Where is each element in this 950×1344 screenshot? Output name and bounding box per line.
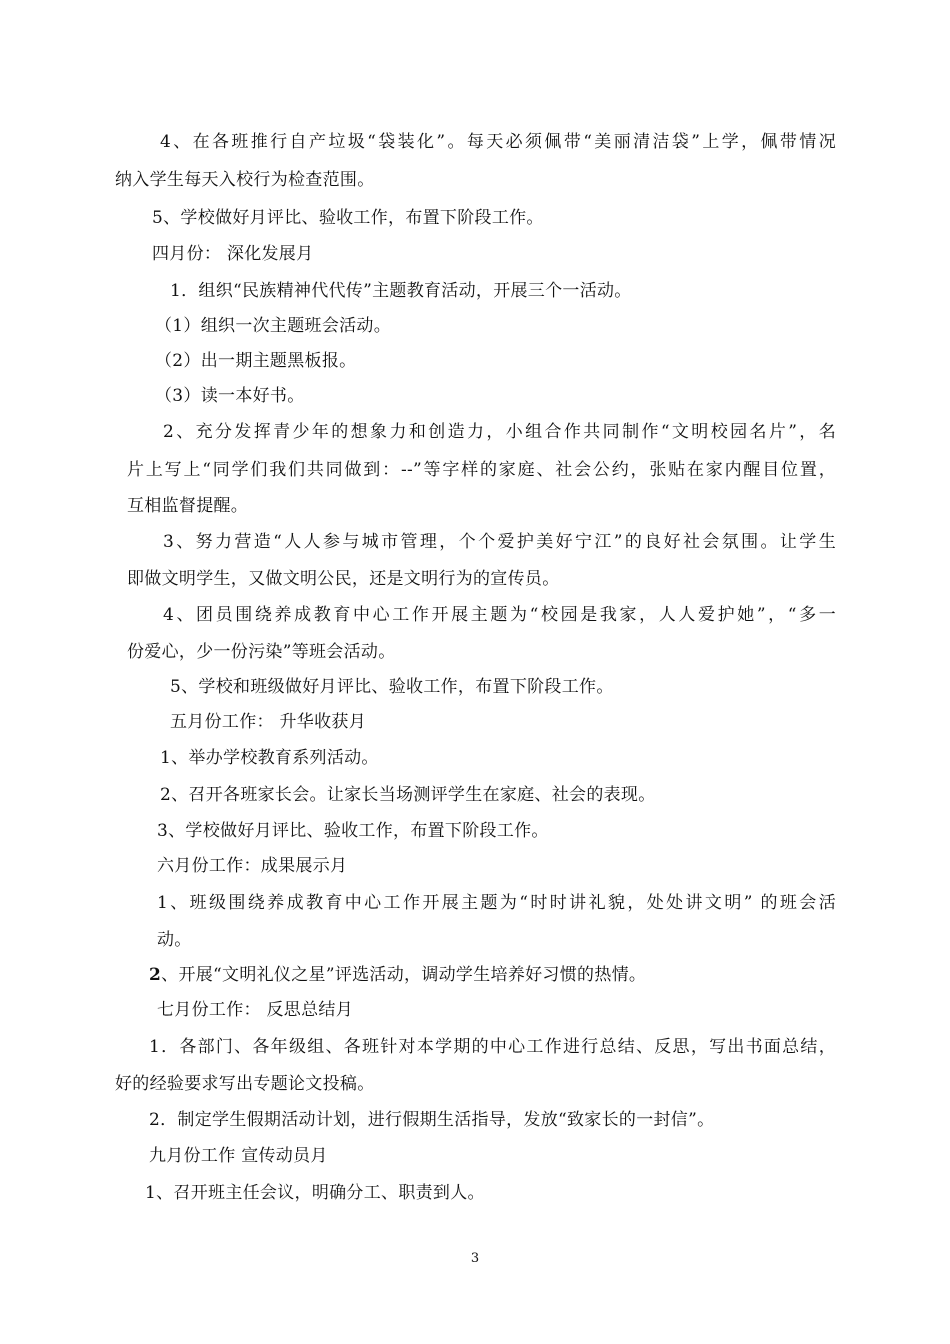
section-heading-june: 六月份工作：成果展示月 bbox=[157, 856, 348, 876]
paragraph-line: 互相监督提醒。 bbox=[127, 496, 249, 516]
list-item: （1）组织一次主题班会活动。 bbox=[155, 316, 392, 336]
page-number: 3 bbox=[470, 1251, 480, 1266]
paragraph-line: 5、学校和班级做好月评比、验收工作，布置下阶段工作。 bbox=[170, 677, 614, 697]
list-item: 2、召开各班家长会。让家长当场测评学生在家庭、社会的表现。 bbox=[160, 785, 656, 805]
list-item: 3、学校做好月评比、验收工作，布置下阶段工作。 bbox=[157, 821, 549, 841]
list-item: 1、举办学校教育系列活动。 bbox=[160, 748, 379, 768]
paragraph-line: 2．制定学生假期活动计划，进行假期生活指导，发放“致家长的一封信”。 bbox=[149, 1110, 715, 1130]
paragraph-line: 份爱心，少一份污染”等班会活动。 bbox=[127, 642, 396, 662]
paragraph-line: 片上写上“同学们我们共同做到：--”等字样的家庭、社会公约，张贴在家内醒目位置， bbox=[127, 460, 836, 480]
section-heading-april: 四月份： 深化发展月 bbox=[152, 244, 314, 264]
list-item: 1、召开班主任会议，明确分工、职责到人。 bbox=[145, 1183, 485, 1203]
paragraph-line: 2、充分发挥青少年的想象力和创造力，小组合作共同制作“文明校园名片”，名 bbox=[163, 422, 836, 442]
paragraph-line: 1、班级围绕养成教育中心工作开展主题为“时时讲礼貌，处处讲文明” 的班会活 bbox=[157, 893, 836, 913]
section-heading-july: 七月份工作： 反思总结月 bbox=[157, 1000, 354, 1020]
bold-number: 2 bbox=[149, 965, 162, 985]
list-item: （3）读一本好书。 bbox=[155, 386, 305, 406]
paragraph-line: 4、团员围绕养成教育中心工作开展主题为“校园是我家，人人爱护她”，“多一 bbox=[163, 605, 836, 625]
paragraph-line bbox=[149, 964, 646, 986]
paragraph-line: 动。 bbox=[157, 930, 192, 950]
section-heading-september: 九月份工作 宣传动员月 bbox=[149, 1146, 328, 1166]
paragraph-line: 4、在各班推行自产垃圾“袋装化”。每天必须佩带“美丽清洁袋”上学，佩带情况 bbox=[160, 132, 836, 152]
paragraph-line: 好的经验要求写出专题论文投稿。 bbox=[115, 1074, 375, 1094]
paragraph-line: 3、努力营造“人人参与城市管理，个个爱护美好宁江”的良好社会氛围。让学生 bbox=[163, 532, 836, 552]
paragraph-line: 即做文明学生，又做文明公民，还是文明行为的宣传员。 bbox=[127, 569, 560, 589]
list-item: （2）出一期主题黑板报。 bbox=[155, 351, 357, 371]
paragraph-line: 1．组织“民族精神代代传”主题教育活动，开展三个一活动。 bbox=[170, 281, 632, 301]
paragraph-line: 纳入学生每天入校行为检查范围。 bbox=[115, 170, 375, 190]
paragraph-line: 5、学校做好月评比、验收工作，布置下阶段工作。 bbox=[152, 208, 544, 228]
paragraph-text: 、开展“文明礼仪之星”评选活动，调动学生培养好习惯的热情。 bbox=[161, 965, 647, 985]
section-heading-may: 五月份工作： 升华收获月 bbox=[170, 712, 367, 732]
paragraph-line: 1．各部门、各年级组、各班针对本学期的中心工作进行总结、反思，写出书面总结， bbox=[149, 1037, 836, 1057]
